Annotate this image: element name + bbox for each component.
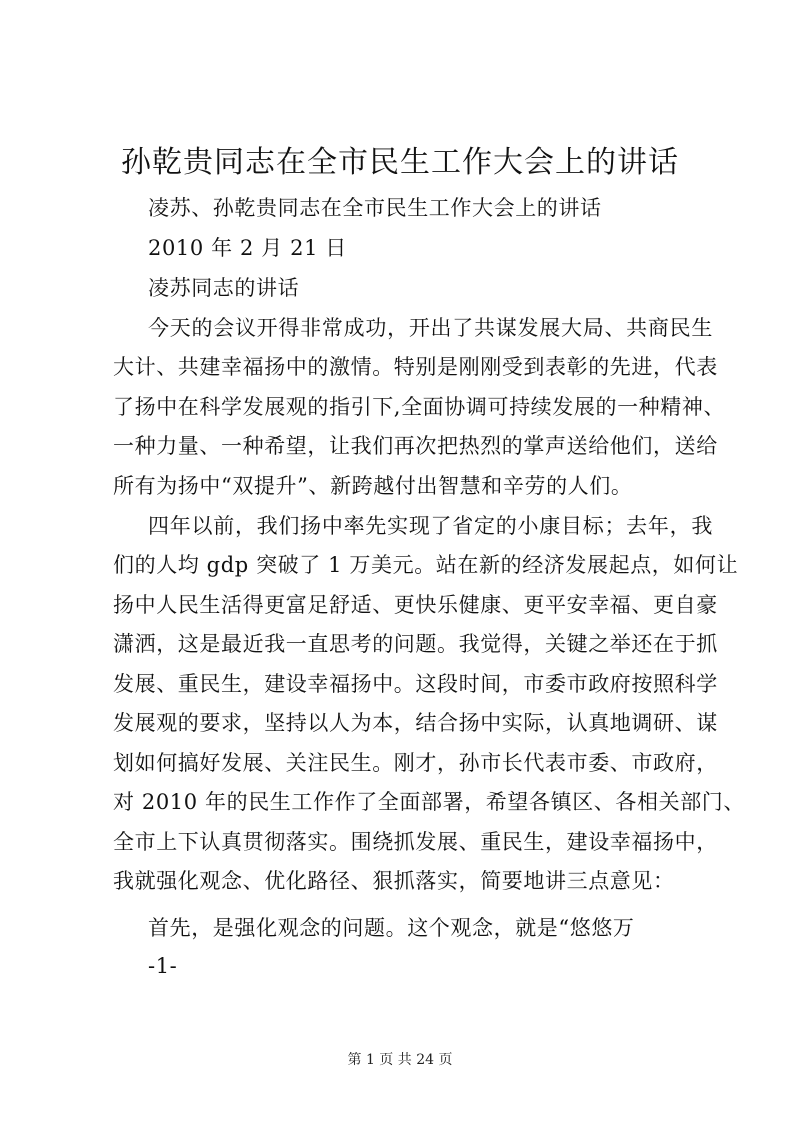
speaker-line: 凌苏同志的讲话 xyxy=(148,276,300,300)
paragraph-line: 今天的会议开得非常成功，开出了共谋发展大局、共商民生 xyxy=(148,316,713,340)
subtitle-line: 凌苏、孙乾贵同志在全市民生工作大会上的讲话 xyxy=(148,196,602,220)
paragraph-line: 首先，是强化观念的问题。这个观念，就是“悠悠万 xyxy=(148,916,635,940)
paragraph-line: 全市上下认真贯彻落实。围绕抓发展、重民生，建设幸福扬中， xyxy=(113,830,718,854)
paragraph-line: 们的人均 gdp 突破了 1 万美元。站在新的经济发展起点，如何让 xyxy=(113,553,739,577)
paragraph-line: 划如何搞好发展、关注民生。刚才，孙市长代表市委、市政府， xyxy=(113,751,718,775)
paragraph-line: 发展观的要求，坚持以人为本，结合扬中实际，认真地调研、谋 xyxy=(113,711,718,735)
paragraph-line: 潇洒，这是最近我一直思考的问题。我觉得，关键之举还在于抓 xyxy=(113,632,718,656)
page-footer: 第 1 页 共 24 页 xyxy=(347,1052,453,1068)
paragraph-line: 发展、重民生，建设幸福扬中。这段时间，市委市政府按照科学 xyxy=(113,672,718,696)
paragraph-line: 大计、共建幸福扬中的激情。特别是刚刚受到表彰的先进，代表 xyxy=(113,355,718,379)
paragraph-line: 一种力量、一种希望，让我们再次把热烈的掌声送给他们，送给 xyxy=(113,434,718,458)
paragraph-line: 对 2010 年的民生工作作了全面部署，希望各镇区、各相关部门、 xyxy=(113,790,745,814)
date-line: 2010 年 2 月 21 日 xyxy=(148,236,347,260)
document-title: 孙乾贵同志在全市民生工作大会上的讲话 xyxy=(121,145,679,180)
paragraph-line: 我就强化观念、优化路径、狠抓落实，简要地讲三点意见： xyxy=(113,869,675,893)
paragraph-line: 四年以前，我们扬中率先实现了省定的小康目标；去年，我 xyxy=(148,514,713,538)
page-marker: -1- xyxy=(148,954,178,978)
paragraph-line: 扬中人民生活得更富足舒适、更快乐健康、更平安幸福、更自豪 xyxy=(113,593,718,617)
paragraph-line: 了扬中在科学发展观的指引下,全面协调可持续发展的一种精神、 xyxy=(113,395,726,419)
paragraph-line: 所有为扬中“双提升”、新跨越付出智慧和辛劳的人们。 xyxy=(113,474,633,498)
